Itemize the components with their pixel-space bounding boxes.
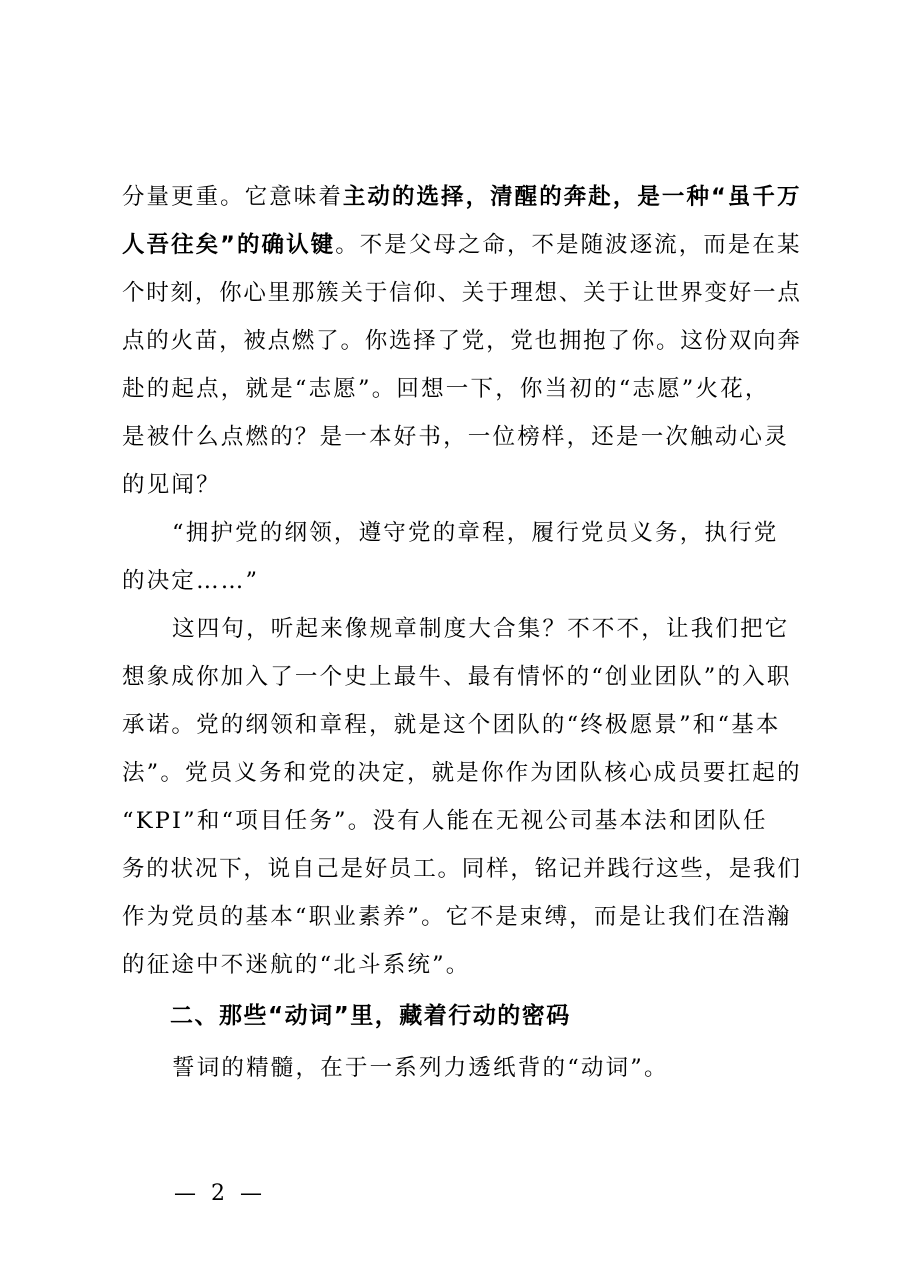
paragraph-line: 的征途中不迷航的“北斗系统”。 — [122, 952, 471, 978]
paragraph-line: 这四句，听起来像规章制度大合集？不不不，让我们把它 — [172, 616, 790, 642]
paragraph-line: 誓词的精髓，在于一系列力透纸背的“动词”。 — [172, 1055, 669, 1081]
text-normal: 。不是父母之命，不是随波逐流，而是在某 — [335, 232, 802, 258]
paragraph-line: 的见闻？ — [122, 472, 221, 498]
paragraph-line: 赴的起点，就是“志愿”。回想一下，你当初的“志愿”火花， — [122, 376, 770, 402]
paragraph-line: 是被什么点燃的？是一本好书，一位榜样，还是一次触动心灵 — [122, 424, 789, 450]
paragraph-line: 个时刻，你心里那簇关于信仰、关于理想、关于让世界变好一点 — [122, 280, 802, 306]
quote-line: 的决定……” — [122, 568, 260, 594]
paragraph-line: 承诺。党的纲领和章程，就是这个团队的“终极愿景”和“基本 — [122, 712, 781, 738]
text-bold: 主动的选择，清醒的奔赴，是一种“虽千万 — [342, 184, 802, 210]
text-normal: 分量更重。它意味着 — [122, 184, 343, 210]
quote-line: “拥护党的纲领，遵守党的章程，履行党员义务，执行党 — [172, 520, 779, 546]
paragraph-line: 点的火苗，被点燃了。你选择了党，党也拥抱了你。这份双向奔 — [122, 328, 802, 354]
paragraph-line: 务的状况下，说自己是好员工。同样，铭记并践行这些，是我们 — [122, 856, 802, 882]
section-heading: 二、那些“动词”里，藏着行动的密码 — [170, 1003, 571, 1029]
paragraph-line — [122, 229, 802, 261]
paragraph-line: 法”。党员义务和党的决定，就是你作为团队核心成员要扛起的 — [122, 760, 802, 786]
paragraph-line: “KPI”和“项目任务”。没有人能在无视公司基本法和团队任 — [122, 808, 768, 834]
paragraph-line: 想象成你加入了一个史上最牛、最有情怀的“创业团队”的入职 — [122, 664, 792, 690]
paragraph-line: 作为党员的基本“职业素养”。它不是束缚，而是让我们在浩瀚 — [122, 904, 792, 930]
text-bold: 人吾往矣”的确认键 — [122, 232, 336, 258]
page-number: — 2 — — [174, 1181, 266, 1206]
paragraph-line — [122, 181, 802, 213]
